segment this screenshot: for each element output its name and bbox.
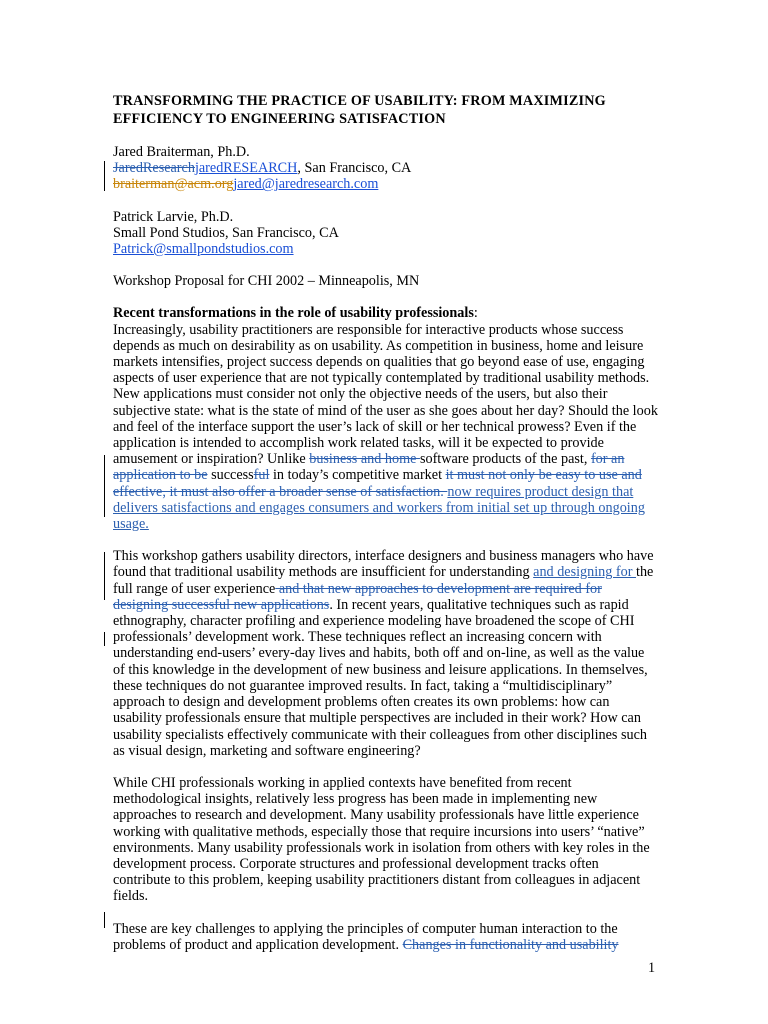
paragraph-4 bbox=[113, 921, 658, 953]
change-bar bbox=[104, 632, 105, 646]
para1-deletion: for an application to be bbox=[113, 451, 625, 484]
para1-text: success bbox=[207, 467, 254, 484]
change-bar bbox=[104, 161, 105, 191]
para1-insertion: now requires product design that delivers satisfactions and engages consumers and workers from initial set up through ongoing usage. bbox=[113, 483, 645, 533]
para2-insertion: and designing for bbox=[533, 564, 636, 581]
para2-deletion: and that new approaches to development are required for designing successful new applications bbox=[113, 580, 602, 613]
section-heading-line bbox=[113, 305, 658, 321]
para1-deletion: business and home bbox=[309, 451, 420, 468]
para4-deletion: Changes in functionality and usability bbox=[402, 936, 619, 953]
para4-text: These are key challenges to applying the principles of computer human interaction to the problems of product and application development. bbox=[113, 920, 618, 953]
author1-email-deleted: braiterman@acm.org bbox=[113, 176, 234, 193]
para2-text: the full range of user experience bbox=[113, 564, 654, 597]
author1-org-line bbox=[113, 160, 658, 176]
paragraph-3: While CHI professionals working in applied contexts have benefited from recent methodological insights, relatively less progress has been made in implementing new approaches to research and development. Many usability professionals have little experience working with qualitative methods, especially those that require incursions into users’ “native” environments. Many usability professionals work in isolation from others with key roles in the development process. Corporate structures and professional development tracks often contribute to this problem, keeping usability practitioners distant from colleagues in adjacent fields. bbox=[113, 774, 650, 905]
para1-text: software products of the past, bbox=[419, 451, 591, 468]
author1-location: , San Francisco, CA bbox=[297, 160, 412, 177]
author2-org: Small Pond Studios, San Francisco, CA bbox=[113, 224, 339, 241]
author2-name: Patrick Larvie, Ph.D. bbox=[113, 208, 234, 225]
para2-text: This workshop gathers usability directors, interface designers and business managers who have found that traditional usability methods are insufficient for understanding bbox=[113, 548, 654, 581]
author1-email-line bbox=[113, 176, 658, 192]
para1-deletion: it must not only be easy to use and effective, it must also offer a broader sense of satisfaction. bbox=[113, 467, 642, 500]
section-heading: Recent transformations in the role of usability professionals bbox=[113, 305, 474, 322]
author1-org-link[interactable]: jaredRESEARCH bbox=[194, 160, 298, 177]
para1-text: in today’s competitive market bbox=[269, 467, 446, 484]
author1-name: Jared Braiterman, Ph.D. bbox=[113, 144, 250, 160]
author1-email-link[interactable]: jared@jaredresearch.com bbox=[233, 176, 379, 193]
para1-deletion: ful bbox=[253, 467, 270, 484]
para2-text: . In recent years, qualitative techniques such as rapid ethnography, character profiling and experience modeling have broadened the scope of CHI professionals’ development work. These techniques reflect an increasing concern with understanding end-users’ every-day lives and habits, both off and on-line, as well as the value of this knowledge in the development of new business and leisure applications. In themselves, these techniques do not guarantee improved results. In fact, taking a “multidisciplinary” approach to design and development problems often creates its own problems: how can usability professionals ensure that multiple perspectives are included in their work? How can usability specialists effectively communicate with their colleagues from other disciplines such as visual design, marketing and software engineering? bbox=[113, 596, 648, 759]
proposal-line: Workshop Proposal for CHI 2002 – Minneapolis, MN bbox=[113, 273, 420, 290]
paragraph-1 bbox=[113, 322, 658, 533]
change-bar bbox=[104, 552, 105, 600]
paragraph-2 bbox=[113, 548, 658, 759]
page-number: 1 bbox=[648, 960, 656, 976]
author2-email-link[interactable]: Patrick@smallpondstudios.com bbox=[113, 241, 294, 258]
document-body bbox=[113, 92, 658, 953]
section-heading-colon: : bbox=[473, 305, 478, 322]
para1-text: Increasingly, usability practitioners are responsible for interactive products whose success depends as much on desirability as on usability. As competition in business, home and leisure markets intensifies, project success depends on qualities that go beyond ease of use, engaging aspects of user experience that are not typically contemplated by traditional usability methods. New applications must consider not only the objective needs of the users, but also their subjective state: what is the state of mind of the user as she goes about her day? Should the look and feel of the interface support the user’s lack of skill or her technical prowess? Even if the application is intended to accomplish work related tasks, will it be expected to provide amusement or inspiration? Unlike bbox=[113, 321, 658, 468]
author1-org-deleted: JaredResearch bbox=[113, 160, 195, 177]
change-bar bbox=[104, 912, 105, 928]
change-bar bbox=[104, 455, 105, 517]
document-title: TRANSFORMING THE PRACTICE OF USABILITY: FROM MAXIMIZING EFFICIENCY TO ENGINEERING SATISFACTION bbox=[113, 93, 606, 127]
author2-email-line bbox=[113, 241, 658, 257]
